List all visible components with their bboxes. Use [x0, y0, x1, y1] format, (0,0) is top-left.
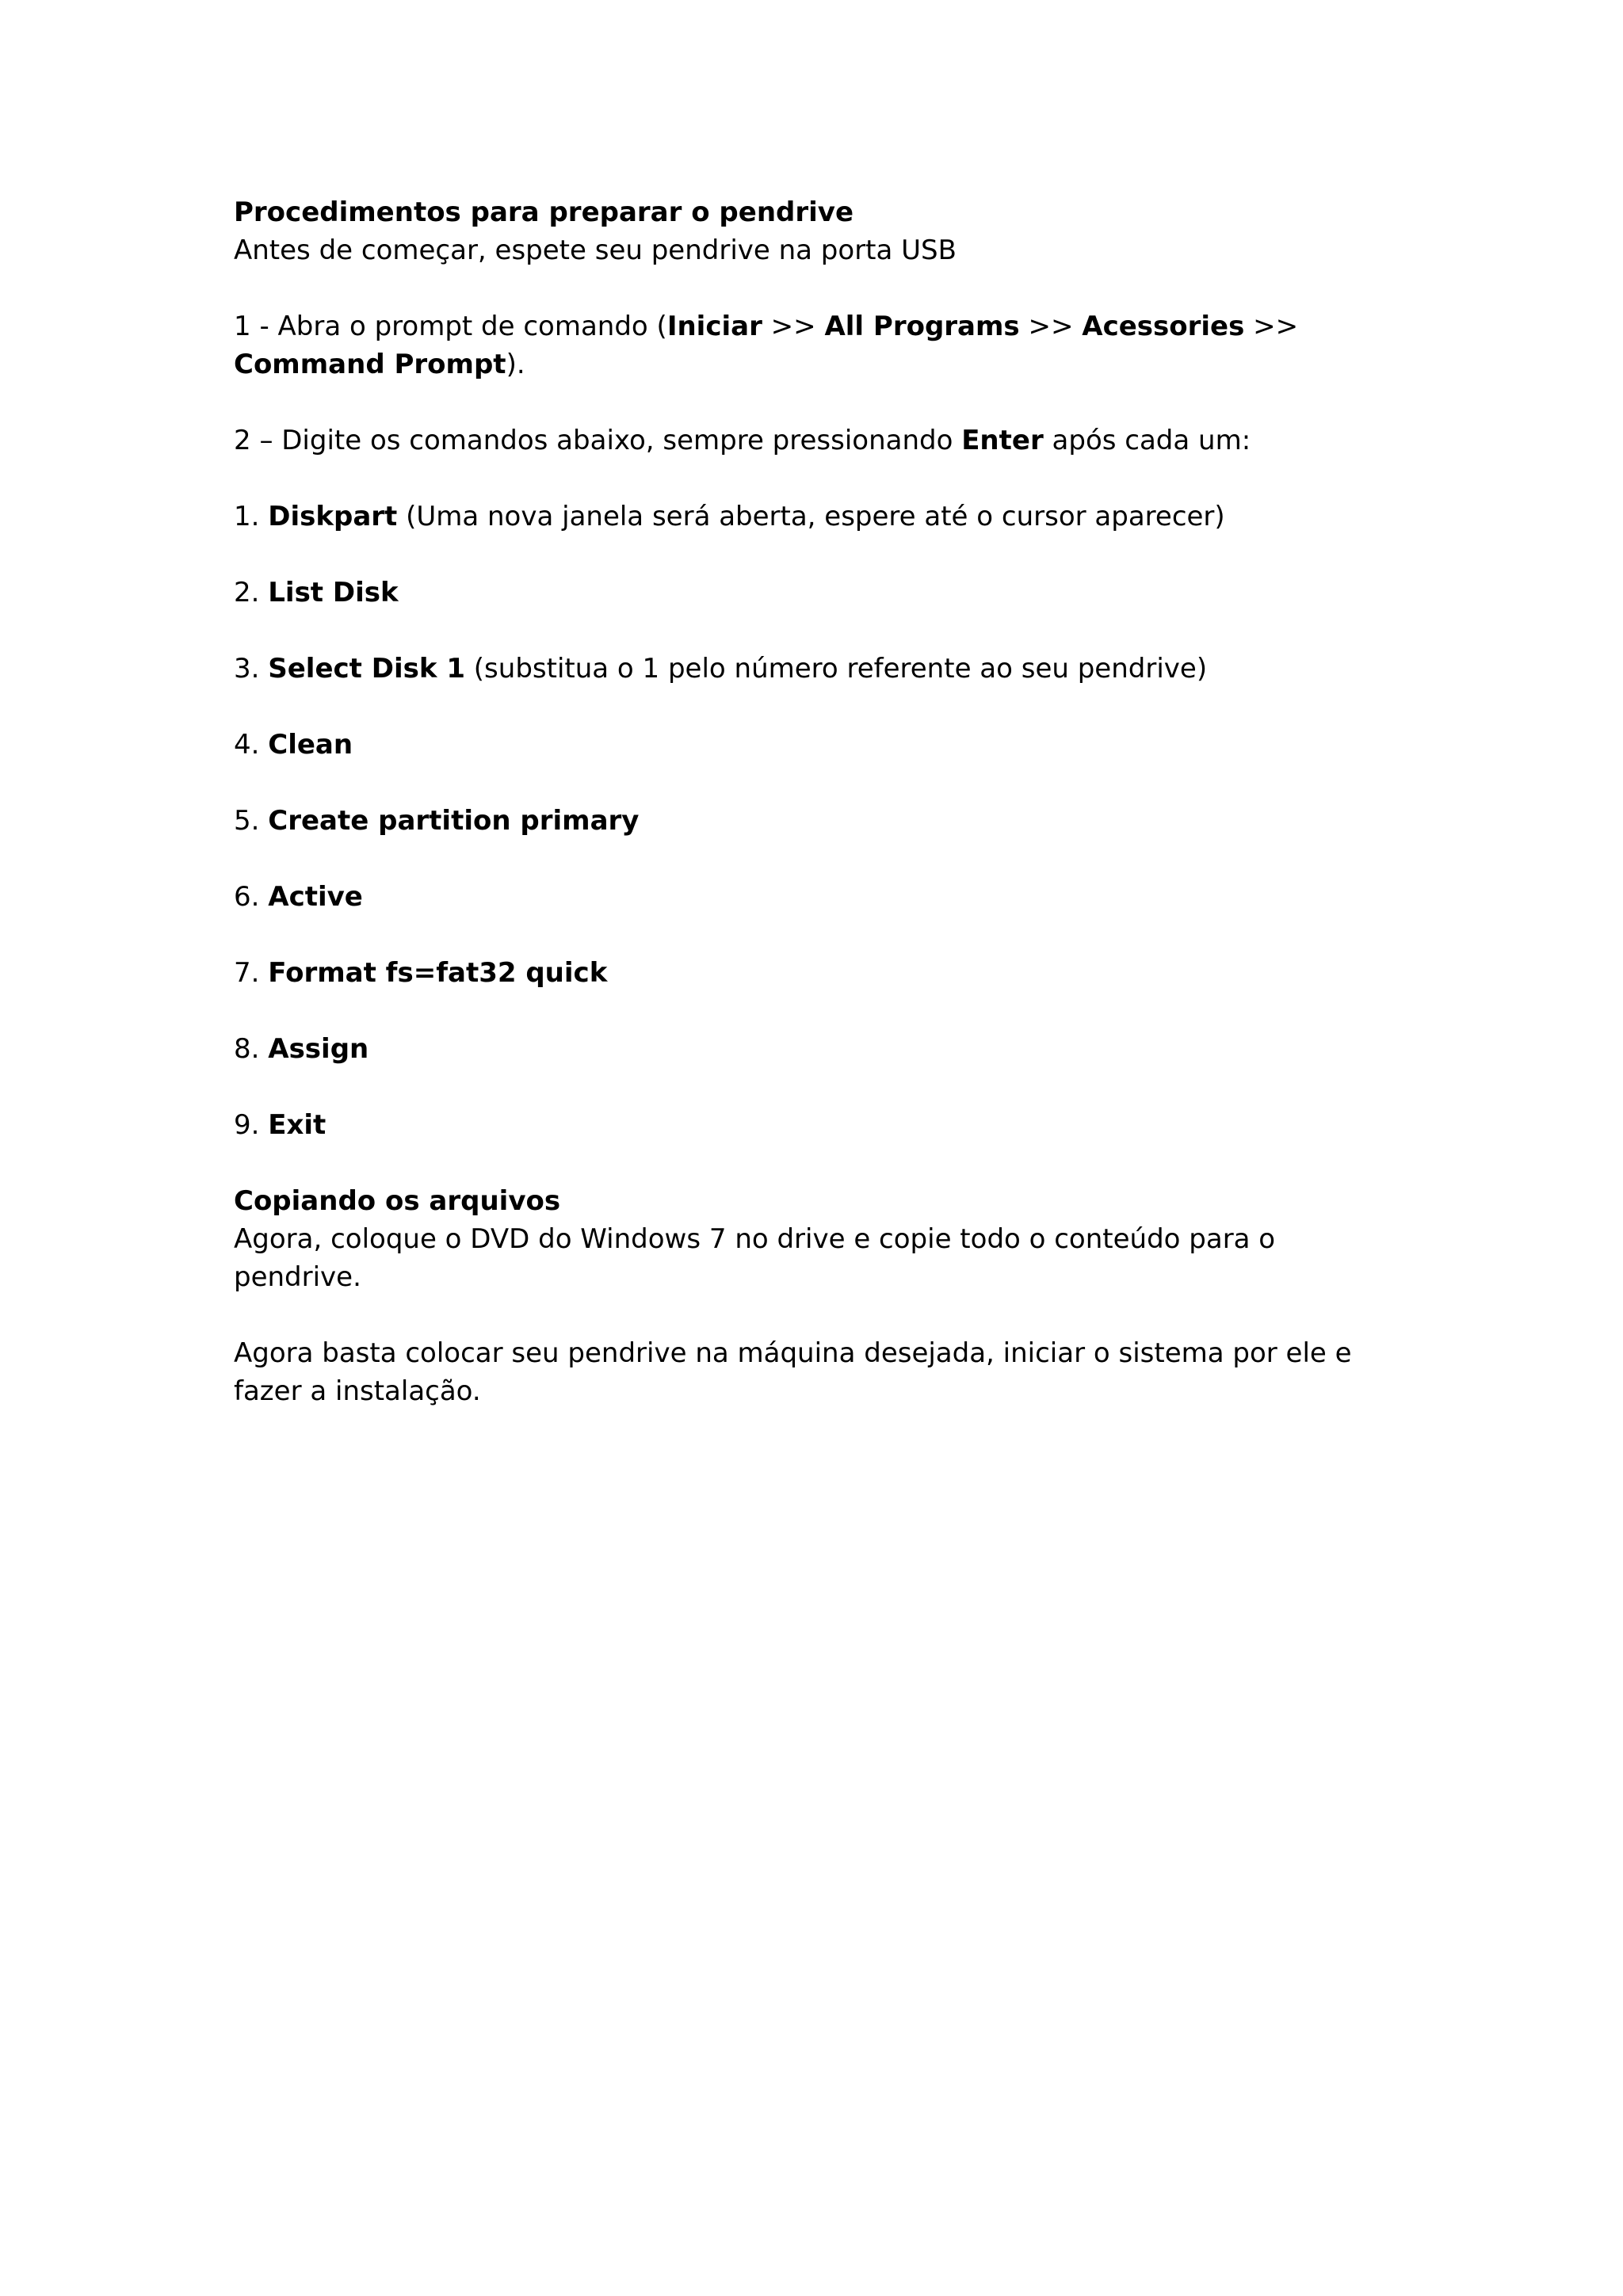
- step-1-separator: >>: [1019, 311, 1083, 342]
- spacer: [234, 612, 1399, 650]
- step-1-all-programs: All Programs: [824, 311, 1020, 342]
- step-1-command-prompt: Command Prompt: [234, 349, 506, 380]
- step-1-separator: >>: [1244, 311, 1299, 342]
- command-item-5: 5. Create partition primary: [234, 805, 640, 837]
- spacer: [234, 916, 1399, 954]
- final-instructions-text: Agora basta colocar seu pendrive na máquina desejada, iniciar o sistema por ele e fazer a instalação.: [234, 1337, 1352, 1407]
- spacer: [234, 1068, 1399, 1106]
- spacer: [234, 536, 1399, 574]
- spacer: [234, 460, 1399, 498]
- command-text: Create partition primary: [268, 805, 640, 837]
- command-item-7: 7. Format fs=fat32 quick: [234, 957, 608, 989]
- command-text: Select Disk 1: [268, 653, 465, 685]
- command-text: Diskpart: [268, 501, 398, 532]
- step-1-iniciar: Iniciar: [666, 311, 762, 342]
- step-2-prefix: 2 – Digite os comandos abaixo, sempre pressionando: [234, 425, 962, 456]
- command-item-3: 3. Select Disk 1 (substitua o 1 pelo número referente ao seu pendrive): [234, 653, 1208, 685]
- spacer: [234, 840, 1399, 878]
- spacer: [234, 764, 1399, 802]
- command-note: (Uma nova janela será aberta, espere até o cursor aparecer): [397, 501, 1225, 532]
- step-2-paragraph: [234, 421, 1399, 460]
- section-heading-copiando: Copiando os arquivos: [234, 1185, 561, 1217]
- step-1-acessories: Acessories: [1082, 311, 1245, 342]
- command-item-4: 4. Clean: [234, 729, 353, 761]
- step-2-enter: Enter: [961, 425, 1044, 456]
- command-text: Active: [268, 881, 363, 913]
- step-1-prefix: 1 - Abra o prompt de comando (: [234, 311, 667, 342]
- step-1-suffix: ).: [506, 349, 525, 380]
- command-text: List Disk: [268, 577, 399, 608]
- spacer: [234, 1144, 1399, 1182]
- command-text: Clean: [268, 729, 353, 761]
- command-item-2: 2. List Disk: [234, 577, 399, 608]
- spacer: [234, 269, 1399, 307]
- step-1-paragraph: [234, 307, 1399, 383]
- command-text: Format fs=fat32 quick: [268, 957, 608, 989]
- command-item-9: 9. Exit: [234, 1109, 327, 1141]
- command-item-1: 1. Diskpart (Uma nova janela será aberta, espere até o cursor aparecer): [234, 501, 1225, 532]
- spacer: [234, 383, 1399, 421]
- step-1-separator: >>: [762, 311, 825, 342]
- intro-text: Antes de começar, espete seu pendrive na porta USB: [234, 235, 957, 266]
- spacer: [234, 688, 1399, 726]
- spacer: [234, 992, 1399, 1030]
- command-item-8: 8. Assign: [234, 1033, 369, 1065]
- document-body: [234, 193, 1399, 1410]
- step-2-suffix: após cada um:: [1043, 425, 1251, 456]
- section-heading-procedimentos: Procedimentos para preparar o pendrive: [234, 196, 854, 228]
- command-text: Assign: [268, 1033, 369, 1065]
- copy-instructions-text: Agora, coloque o DVD do Windows 7 no drive e copie todo o conteúdo para o pendrive.: [234, 1223, 1276, 1293]
- spacer: [234, 1296, 1399, 1334]
- command-item-6: 6. Active: [234, 881, 363, 913]
- command-note: (substitua o 1 pelo número referente ao seu pendrive): [464, 653, 1208, 685]
- command-text: Exit: [268, 1109, 327, 1141]
